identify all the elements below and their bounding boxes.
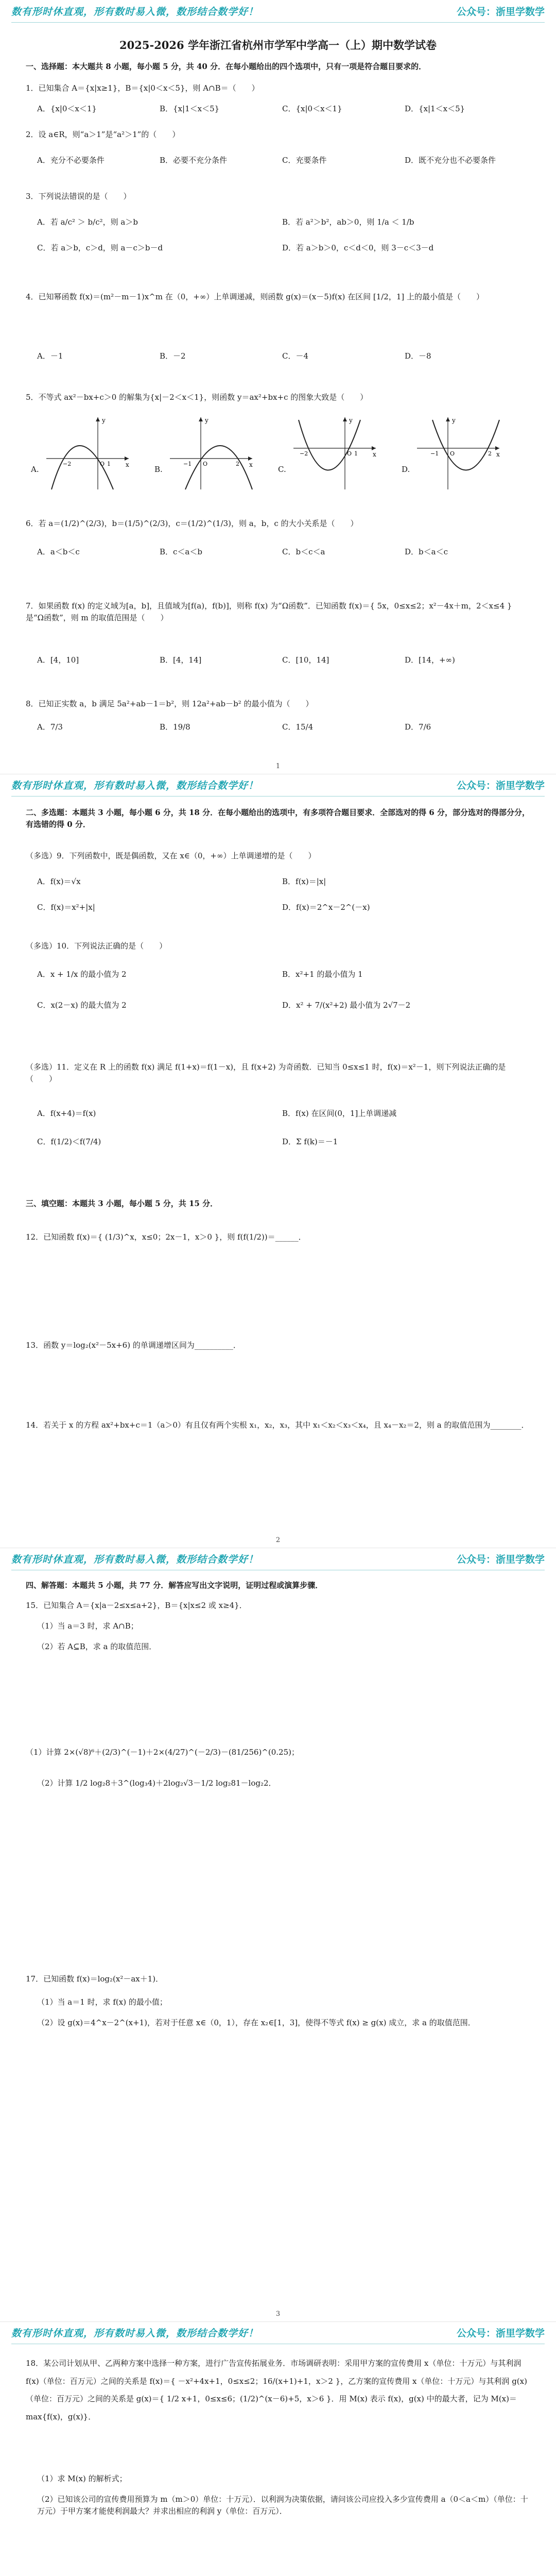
question-2-option-b[interactable]: B．必要不充分条件 [160,156,228,165]
question-10-stem: （多选）10．下列说法正确的是（ ） [26,941,167,951]
banner-wechat: 公众号：浙里学数学 [456,6,545,18]
banner-wechat: 公众号：浙里学数学 [456,1554,545,1566]
svg-text:1: 1 [354,450,358,457]
page-number-1: 1 [275,762,281,770]
question-18-stem: 18．某公司计划从甲、乙两种方案中选择一种方案，进行广告宣传拓展业务．市场调研表明：采用甲方案的宣传费用 x（单位：十万元）与其利润 f(x)（单位：百万元）之间的关系是 f(x)＝{ －x²+4x+1，0≤x≤2；16/(x+1)+1，x＞2 }，乙方案的宣传费用 x（单位：十万元）与其利润 g(x)（单位：百万元）之间的关系是 g(x)＝{ 1/2 x+1，0≤x≤6；(1/2)^(x－6)+5，x＞6 }．用 M(x) 表示 f(x)，g(x) 中的最大者，记为 M(x)＝max{f(x)，g(x)}． [26,2359,527,2421]
svg-text:2: 2 [236,461,239,467]
page-divider [0,2321,556,2322]
question-14-stem: 14．若关于 x 的方程 ax²+bx+c＝1（a＞0）有且仅有两个实根 x₁，x₂，x₃，其中 x₁＜x₂＜x₃＜x₄，且 x₄－x₂＝2，则 a 的取值范围为________． [26,1420,529,1430]
question-9-option-c[interactable]: C．f(x)＝x²+|x| [37,903,95,912]
question-11-option-b[interactable]: B．f(x) 在区间(0，1]上单调递减 [282,1109,397,1118]
question-6-option-b[interactable]: B．c＜a＜b [160,547,202,556]
question-2-option-a[interactable]: A．充分不必要条件 [37,156,105,165]
question-5-graph-b [165,412,257,495]
question-1-option-d[interactable]: D．{x|1＜x＜5} [405,104,465,113]
question-5-stem: 5．不等式 ax²－bx+c＞0 的解集为{x|－2＜x＜1}，则函数 y＝ax²+bx+c 的图象大致是（ ） [26,393,368,402]
svg-text:x: x [249,461,253,468]
question-5-option-c[interactable]: C. [278,465,286,474]
section-header-multi: 二、多选题：本题共 3 小题，每小题 6 分，共 18 分．在每小题给出的选项中，有多项符合题目要求．全部选对的得 6 分，部分选对的得部分分，有选错的得 0 分． [26,808,530,829]
svg-text:y: y [102,417,106,424]
banner-wechat: 公众号：浙里学数学 [456,2328,545,2340]
question-15-part-2: （2）若 A⊆B，求 a 的取值范围． [37,1642,157,1651]
question-1-stem: 1．已知集合 A＝{x|x≥1}，B＝{x|0＜x＜5}，则 A∩B＝（ ） [26,83,259,93]
question-8-stem: 8．已知正实数 a，b 满足 5a²+ab－1＝b²，则 12a²+ab－b² 的最小值为（ ） [26,699,314,708]
question-10-option-b[interactable]: B．x²+1 的最小值为 1 [282,970,363,979]
question-2-option-d[interactable]: D．既不充分也不必要条件 [405,156,496,165]
question-11-option-c[interactable]: C．f(1/2)＜f(7/4) [37,1137,101,1146]
question-18-part-1: （1）求 M(x) 的解析式； [37,2474,127,2483]
question-2-stem: 2．设 a∈R，则“a＞1”是“a²＞1”的（ ） [26,130,180,139]
exam-title: 2025-2026 学年浙江省杭州市学军中学高一（上）期中数学试卷 [119,39,437,52]
question-9-stem: （多选）9．下列函数中，既是偶函数，又在 x∈（0，+∞）上单调递增的是（ ） [26,851,316,860]
question-4-option-d[interactable]: D．－8 [405,351,431,361]
question-15-part-1: （1）当 a＝3 时，求 A∩B； [37,1621,138,1631]
header-banner [11,776,545,796]
question-11-option-d[interactable]: D．Σ f(k)＝－1 [282,1137,338,1146]
svg-text:y: y [349,417,353,424]
question-7-stem: 7．如果函数 f(x) 的定义域为[a，b]，且值域为[f(a)，f(b)]，则称 f(x) 为“Ω函数”．已知函数 f(x)＝{ 5x，0≤x≤2；x²－4x＋m，2＜x≤4 } 是“Ω函数”，则 m 的取值范围是（ ） [26,601,512,622]
question-11-option-a[interactable]: A．f(x+4)＝f(x) [37,1109,96,1118]
question-11-stem: （多选）11．定义在 R 上的函数 f(x) 满足 f(1+x)＝f(1－x)，且 f(x+2) 为奇函数．已知当 0≤x≤1 时，f(x)＝x²－1，则下列说法正确的是（ ） [26,1062,506,1083]
question-10-option-c[interactable]: C．x(2－x) 的最大值为 2 [37,1001,127,1010]
banner-slogan: 数有形时休直观，形有数时易入微，数形结合数学好！ [11,1554,259,1566]
question-10-option-d[interactable]: D．x² + 7/(x²+2) 最小值为 2√7－2 [282,1001,411,1010]
banner-slogan: 数有形时休直观，形有数时易入微，数形结合数学好！ [11,2328,259,2340]
svg-text:−1: −1 [183,461,192,467]
header-banner [11,2324,545,2344]
question-7-option-b[interactable]: B．[4，14] [160,655,202,665]
header-banner [11,2,545,23]
svg-text:2: 2 [488,450,492,457]
svg-text:O: O [347,450,352,457]
question-1-option-c[interactable]: C．{x|0＜x＜1} [282,104,342,113]
section-header-choice: 一、选择题：本大题共 8 小题，每小题 5 分，共 40 分．在每小题给出的四个选项中，只有一项是符合题目要求的． [26,62,427,71]
question-17-stem: 17．已知函数 f(x)＝log₂(x²－ax＋1)． [26,1974,164,1984]
question-9-option-d[interactable]: D．f(x)＝2^x－2^(－x) [282,903,370,912]
question-18-part-2: （2）已知该公司的宣传费用预算为 m（m＞0）单位：十万元）．以利润为决策依据，请问该公司应投入多少宣传费用 a（0＜a＜m）（单位：十万元）于甲方案才能使利润最大？并求出相应的利润 y（单位：百万元）． [37,2495,528,2516]
question-7-option-c[interactable]: C．[10，14] [282,655,329,665]
question-12-stem: 12．已知函数 f(x)＝{ (1/3)^x，x≤0；2x－1，x＞0 }，则 f(f(1/2))＝______． [26,1232,306,1242]
question-17-part-2: （2）设 g(x)＝4^x－2^(x+1)，若对于任意 x∈（0，1），存在 x₂∈[1，3]，使得不等式 f(x) ≥ g(x) 成立，求 a 的取值范围． [37,2018,476,2027]
question-3-option-a[interactable]: A．若 a/c² ＞ b/c²，则 a＞b [37,217,138,227]
question-13-stem: 13．函数 y＝log₂(x²－5x+6) 的单调递增区间为__________． [26,1341,241,1350]
banner-slogan: 数有形时休直观，形有数时易入微，数形结合数学好！ [11,6,259,18]
question-8-option-a[interactable]: A．7/3 [37,722,63,732]
question-7-option-a[interactable]: A．[4，10] [37,655,79,665]
question-5-option-b[interactable]: B. [154,465,163,474]
question-17-part-1: （1）当 a＝1 时，求 f(x) 的最小值； [37,1997,167,2007]
svg-text:y: y [452,417,456,424]
question-5-graph-a [41,412,134,495]
question-5-option-d[interactable]: D. [402,465,410,474]
question-5-option-a[interactable]: A. [31,465,39,474]
question-6-option-d[interactable]: D．b＜a＜c [405,547,448,556]
question-7-option-d[interactable]: D．[14，+∞) [405,655,455,665]
question-6-stem: 6．若 a＝(1/2)^(2/3)，b＝(1/5)^(2/3)，c＝(1/2)^(1/3)，则 a，b，c 的大小关系是（ ） [26,519,358,528]
question-4-option-b[interactable]: B．－2 [160,351,186,361]
question-6-option-c[interactable]: C．b＜c＜a [282,547,325,556]
svg-text:y: y [205,417,208,424]
svg-text:−2: −2 [63,461,72,467]
question-6-option-a[interactable]: A．a＜b＜c [37,547,80,556]
question-4-option-a[interactable]: A．－1 [37,351,63,361]
question-10-option-a[interactable]: A．x + 1/x 的最小值为 2 [37,970,127,979]
section-header-solve: 四、解答题：本题共 5 小题，共 77 分．解答应写出文字说明，证明过程或演算步骤． [26,1581,323,1590]
question-3-option-d[interactable]: D．若 a＞b＞0，c＜d＜0，则 3－c＜3－d [282,243,434,252]
question-16-part-1: （1）计算 2×(√8)⁶＋(2/3)^(－1)＋2×(4/27)^(－2/3)－(81/256)^(0.25)； [26,1748,299,1757]
banner-wechat: 公众号：浙里学数学 [456,780,545,792]
question-8-option-d[interactable]: D．7/6 [405,722,431,732]
svg-text:x: x [496,451,500,458]
svg-text:x: x [126,461,129,468]
question-15-stem: 15．已知集合 A＝{x|a－2≤x≤a+2}，B＝{x|x≤2 或 x≥4}． [26,1601,247,1610]
question-1-option-b[interactable]: B．{x|1＜x＜5} [160,104,220,113]
svg-text:O: O [450,450,455,457]
svg-text:−2: −2 [300,450,308,457]
question-4-stem: 4．已知幂函数 f(x)＝(m²－m－1)x^m 在（0，+∞）上单调递减，则函数 g(x)＝(x－5)f(x) 在区间 [1/2，1] 上的最小值是（ ） [26,292,484,301]
question-8-option-c[interactable]: C．15/4 [282,722,314,732]
question-9-option-a[interactable]: A．f(x)＝√x [37,877,81,886]
question-5-graph-d [412,412,505,495]
svg-text:O: O [203,461,208,467]
svg-text:−1: −1 [430,450,439,457]
page-number-2: 2 [275,1536,281,1544]
banner-slogan: 数有形时休直观，形有数时易入微，数形结合数学好！ [11,780,259,792]
question-9-option-b[interactable]: B．f(x)＝|x| [282,877,326,886]
question-3-stem: 3．下列说法错误的是（ ） [26,192,131,201]
svg-text:O: O [100,461,105,467]
header-banner [11,1550,545,1570]
question-8-option-b[interactable]: B．19/8 [160,722,190,732]
question-3-option-c[interactable]: C．若 a＞b，c＞d，则 a－c＞b－d [37,243,163,252]
question-2-option-c[interactable]: C．充要条件 [282,156,327,165]
svg-text:1: 1 [107,461,111,467]
question-3-option-b[interactable]: B．若 a²＞b²，ab＞0，则 1/a ＜ 1/b [282,217,414,227]
section-header-fill: 三、填空题：本题共 3 小题，每小题 5 分，共 15 分． [26,1199,218,1208]
question-1-option-a[interactable]: A．{x|0＜x＜1} [37,104,97,113]
page-number-3: 3 [275,2310,281,2318]
question-4-option-c[interactable]: C．－4 [282,351,309,361]
question-16-part-2: （2）计算 1/2 log₂8＋3^(log₃4)＋2log₂√3－1/2 log₂81－log₂2． [37,1778,276,1788]
svg-text:x: x [373,451,376,458]
question-5-graph-c [288,412,381,495]
